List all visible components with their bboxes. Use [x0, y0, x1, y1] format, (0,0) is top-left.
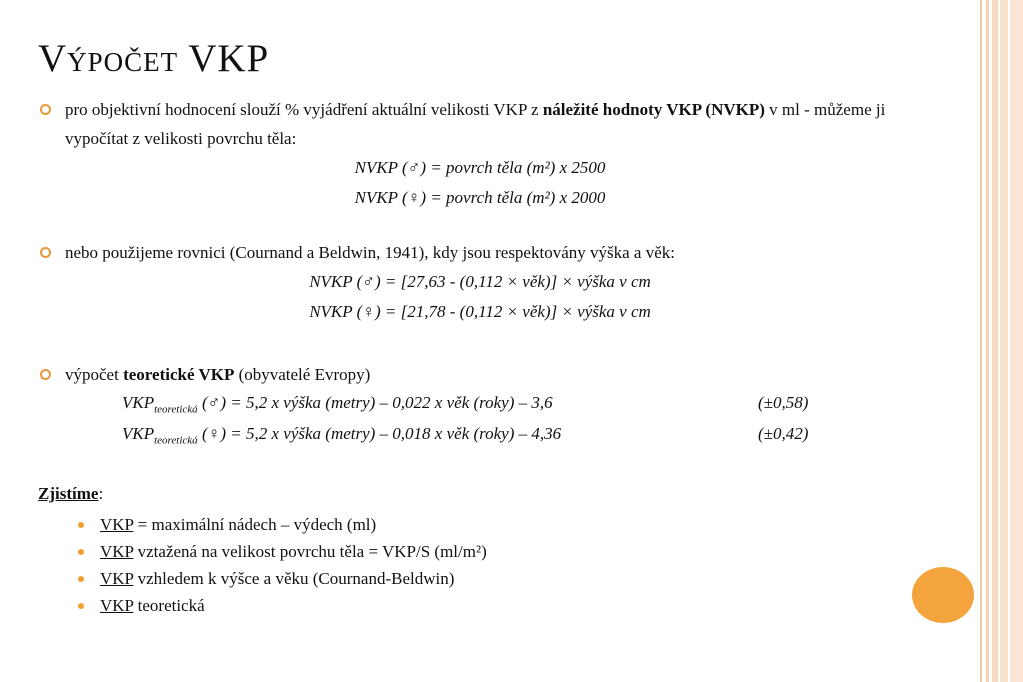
circle-bullet-icon: [40, 247, 51, 258]
stripe: [986, 0, 989, 682]
equation-female: NVKP (♀) = povrch těla (m²) x 2000: [354, 188, 606, 207]
eq-sub: teoretická: [154, 403, 198, 416]
item-desc: teoretická: [133, 596, 205, 615]
dot-bullet-icon: [78, 522, 84, 528]
eq-main: VKP: [122, 424, 155, 443]
list-item: [78, 565, 487, 592]
summary-list: [78, 511, 487, 619]
bullet-text: nebo použijeme rovnici (Cournand a Beldwin, 1941), kdy jsou respektovány výška a věk:: [65, 243, 675, 262]
page-title: Výpočet VKP: [38, 37, 270, 80]
text-bold: teoretické VKP: [123, 365, 235, 384]
eq-rest: (♂) = 5,2 x výška (metry) – 0,022 x věk (roky) – 3,6: [197, 393, 553, 412]
summary-colon: :: [98, 484, 104, 503]
eq-sub: teoretická: [154, 434, 198, 447]
eq-rest: (♀) = 5,2 x výška (metry) – 0,018 x věk (roky) – 4,36: [197, 424, 562, 443]
bullet-text: [65, 95, 920, 153]
list-item: [78, 538, 487, 565]
bullet-text: [65, 360, 920, 389]
summary-label: Zjistíme: [38, 484, 99, 503]
item-term: VKP: [100, 569, 134, 588]
decorative-stripes: [980, 0, 1023, 682]
item-term: VKP: [100, 515, 134, 534]
item-desc: vzhledem k výšce a věku (Cournand-Beldwin): [133, 569, 455, 588]
item-desc: = maximální nádech – výdech (ml): [133, 515, 377, 534]
item-term: VKP: [100, 542, 134, 561]
text-post: v ml - můžeme ji vypočítat z velikosti povrchu těla:: [65, 100, 886, 148]
eq-main: VKP: [122, 393, 155, 412]
tolerance-female: (±0,42): [758, 424, 809, 443]
stripe: [1010, 0, 1023, 682]
equation-vkp-male: [122, 393, 553, 415]
equation-male: NVKP (♂) = [27,63 - (0,112 × věk)] × výška v cm: [309, 272, 651, 291]
circle-bullet-icon: [40, 104, 51, 115]
equation-female: NVKP (♀) = [21,78 - (0,112 × věk)] × výška v cm: [309, 302, 651, 321]
list-item: [78, 511, 487, 538]
text-post: (obyvatelé Evropy): [234, 365, 371, 384]
list-item: [78, 592, 487, 619]
bullet-cournand: [40, 238, 920, 327]
dot-bullet-icon: [78, 576, 84, 582]
summary-heading: [38, 484, 103, 504]
tolerance-male: (±0,58): [758, 393, 809, 412]
text-pre: výpočet: [65, 365, 124, 384]
text-pre: pro objektivní hodnocení slouží % vyjádření aktuální velikosti VKP z: [65, 100, 543, 119]
dot-bullet-icon: [78, 603, 84, 609]
item-term: VKP: [100, 596, 134, 615]
bullet-theoretical: [40, 360, 920, 389]
dot-bullet-icon: [78, 549, 84, 555]
decorative-circle: [912, 567, 974, 623]
equation-vkp-female: [122, 424, 561, 446]
equation-male: NVKP (♂) = povrch těla (m²) x 2500: [354, 158, 606, 177]
stripe: [1000, 0, 1008, 682]
text-bold: náležité hodnoty VKP (NVKP): [542, 100, 765, 119]
stripe: [980, 0, 982, 682]
stripe: [992, 0, 998, 682]
item-desc: vztažená na velikost povrchu těla = VKP/S (ml/m²): [133, 542, 487, 561]
bullet-nvkp-surface: [40, 95, 920, 213]
circle-bullet-icon: [40, 369, 51, 380]
